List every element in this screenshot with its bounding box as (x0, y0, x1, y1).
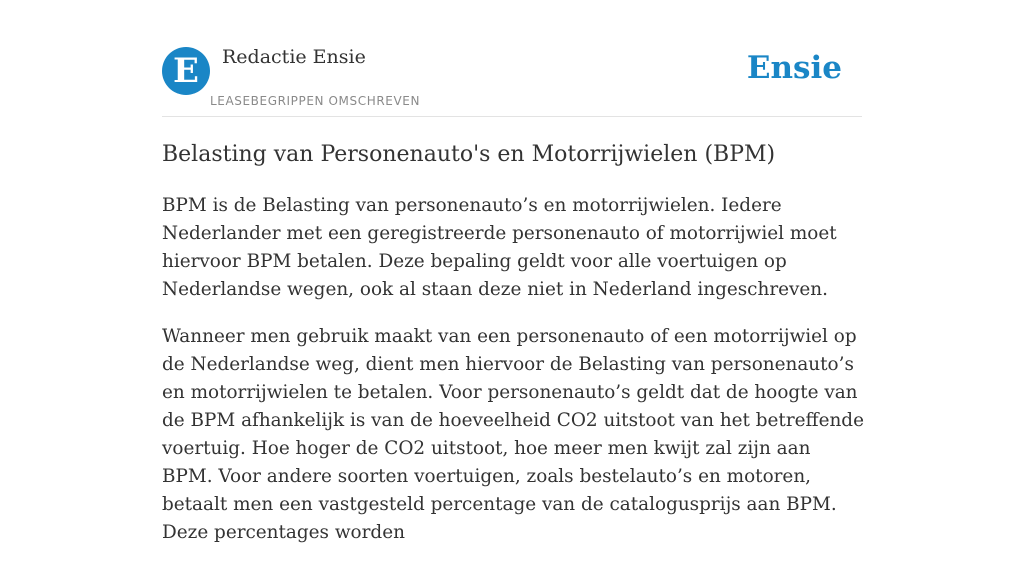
article-title: Belasting van Personenauto's en Motorrijwielen (BPM) (162, 142, 776, 167)
brand-logo[interactable]: Ensie (746, 50, 842, 86)
paragraph: BPM is de Belasting van personenauto’s en motorrijwielen. Iedere Nederlander met een geregistreerde personenauto of motorrijwiel moet hiervoor BPM betalen. Deze bepaling geldt voor alle voertuigen op Nederlandse wegen, ook al staan deze niet in Nederland ingeschreven. (162, 195, 837, 300)
author-name[interactable]: Redactie Ensie (222, 46, 366, 68)
article-body (162, 192, 866, 566)
header (162, 0, 862, 117)
collection-subtitle[interactable]: LEASEBEGRIPPEN OMSCHREVEN (210, 94, 421, 108)
avatar[interactable]: E (162, 47, 210, 95)
paragraph: Wanneer men gebruik maakt van een personenauto of een motorrijwiel op de Nederlandse weg, dient men hiervoor de Belasting van personenauto’s en motorrijwielen te betalen. Voor personenauto’s geldt dat de hoogte van de BPM afhankelijk is van de hoeveelheid CO2 uitstoot van het betreffende voertuig. Hoe hoger de CO2 uitstoot, hoe meer men kwijt zal zijn aan BPM. Voor andere soorten voertuigen, zoals bestelauto’s en motoren, betaalt men een vastgesteld percentage van de catalogusprijs aan BPM. Deze percentages worden (162, 326, 864, 543)
